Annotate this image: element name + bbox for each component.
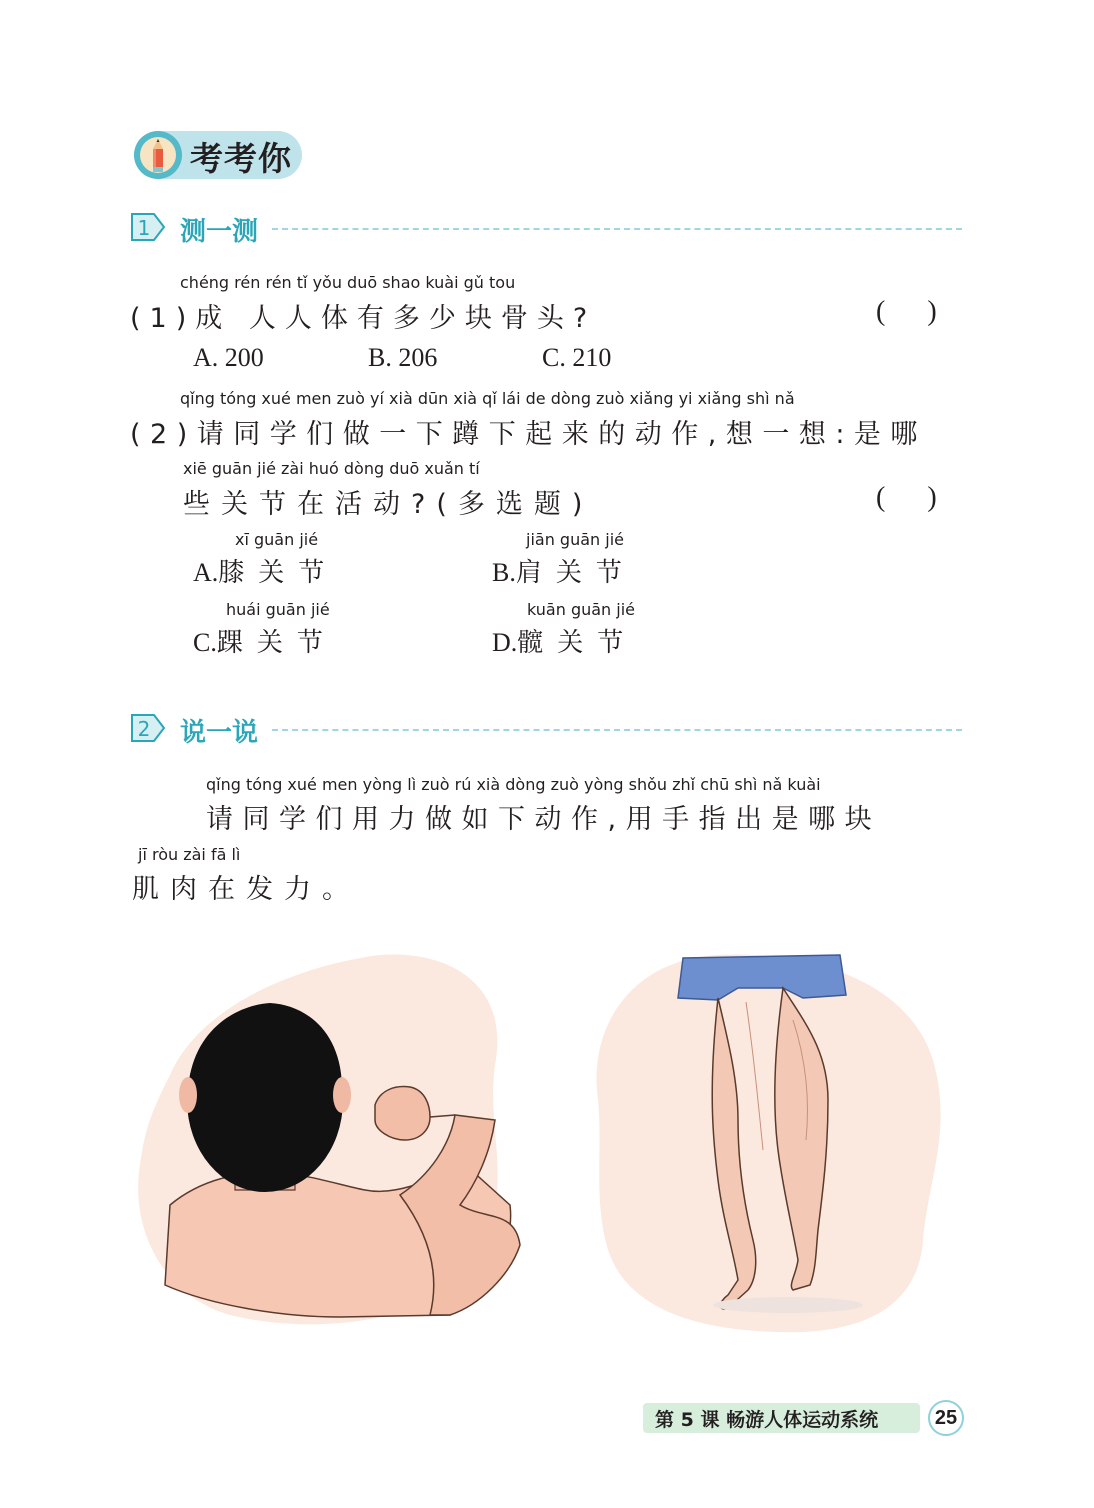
q2-option-b-pinyin: jiān guān jié bbox=[526, 530, 624, 549]
svg-text:2: 2 bbox=[137, 717, 151, 741]
s2-pinyin-line2: jī ròu zài fā lì bbox=[138, 845, 241, 864]
pencil-icon bbox=[134, 131, 182, 179]
section-number-badge-1 bbox=[130, 212, 166, 242]
legs-tiptoe-illustration bbox=[578, 940, 948, 1340]
q2-option-a-pinyin: xī guān jié bbox=[235, 530, 319, 549]
section-divider-1 bbox=[272, 228, 962, 230]
s2-text-line1: 请同学们用力做如下动作,用手指出是哪块 bbox=[206, 804, 882, 835]
q2-option-d[interactable]: D.髋关节 bbox=[492, 628, 638, 658]
s2-text-line2: 肌肉在发力。 bbox=[132, 874, 360, 905]
s2-pinyin-line1: qǐng tóng xué men yòng lì zuò rú xià dòng zuò yòng shǒu zhǐ chū shì nǎ kuài bbox=[206, 775, 821, 794]
q1-answer-blank[interactable]: ( ) bbox=[876, 296, 937, 327]
section-divider-2 bbox=[272, 729, 962, 731]
q2-option-a[interactable]: A.膝关节 bbox=[193, 558, 339, 588]
q1-option-b[interactable]: B. 206 bbox=[368, 343, 438, 372]
q1-option-a[interactable]: A. 200 bbox=[193, 343, 264, 372]
page-title: 考考你 bbox=[190, 139, 292, 178]
q2-option-c-pinyin: huái guān jié bbox=[226, 600, 330, 619]
q2-option-d-pinyin: kuān guān jié bbox=[527, 600, 636, 619]
section-title-1: 测一测 bbox=[180, 217, 259, 247]
flexing-arm-illustration bbox=[130, 945, 540, 1335]
svg-text:1: 1 bbox=[137, 216, 151, 240]
q1-text: (1)成 人人体有多少块骨头? bbox=[130, 303, 597, 334]
q1-pinyin: chéng rén rén tǐ yǒu duō shao kuài gǔ tou bbox=[180, 273, 516, 292]
q2-pinyin-line1: qǐng tóng xué men zuò yí xià dūn xià qǐ lái de dòng zuò xiǎng yi xiǎng shì nǎ bbox=[180, 389, 795, 408]
q2-text-line2: 些关节在活动?(多选题) bbox=[183, 489, 594, 520]
section-title-2: 说一说 bbox=[180, 718, 259, 748]
q2-option-b[interactable]: B.肩关节 bbox=[492, 558, 636, 588]
q1-option-c[interactable]: C. 210 bbox=[542, 343, 612, 372]
section-number-badge-2 bbox=[130, 713, 166, 743]
q2-option-c[interactable]: C.踝关节 bbox=[193, 628, 337, 658]
footer-lesson-title: 第 5 课 畅游人体运动系统 bbox=[655, 1409, 879, 1431]
q2-answer-blank[interactable]: ( ) bbox=[876, 482, 937, 513]
q2-pinyin-line2: xiē guān jié zài huó dòng duō xuǎn tí bbox=[183, 459, 480, 478]
q2-text-line1: (2)请同学们做一下蹲下起来的动作,想一想:是哪 bbox=[130, 419, 927, 450]
page-number: 25 bbox=[928, 1400, 964, 1436]
